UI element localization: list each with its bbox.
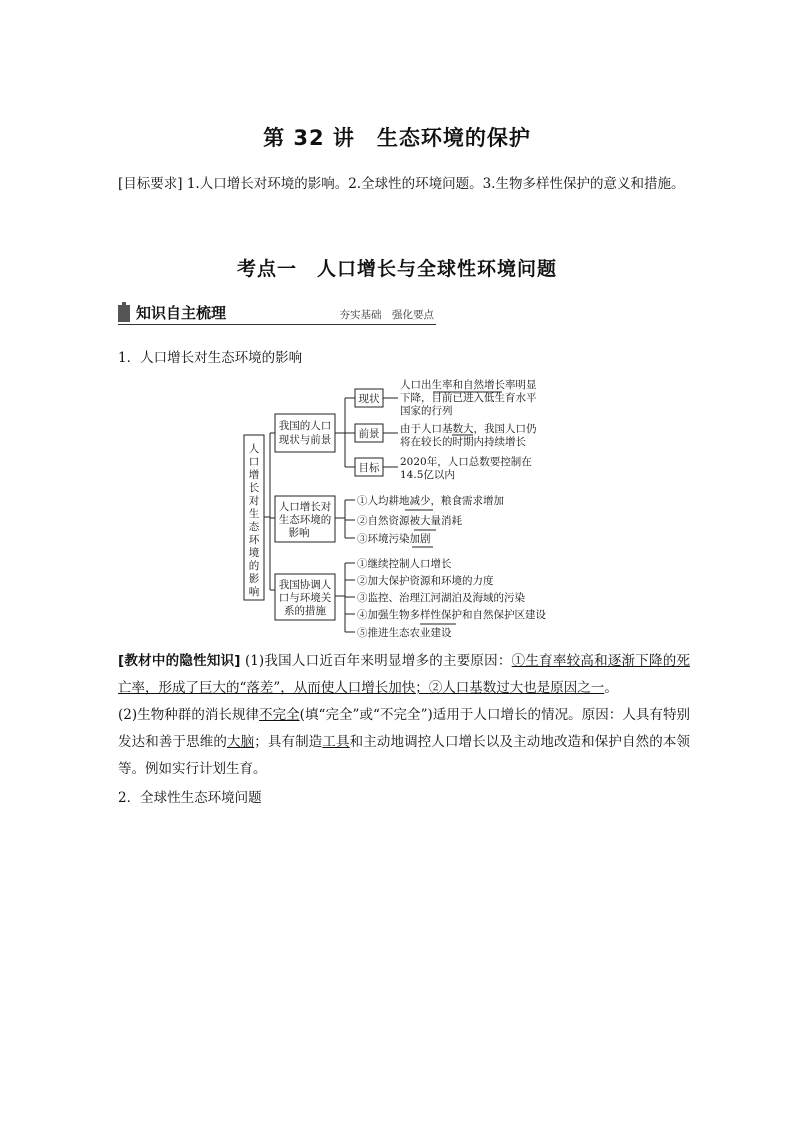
branch3-label: 系的措施	[284, 605, 326, 617]
branch3-item: ④加强生物多样性保护和自然保护区建设	[357, 609, 546, 621]
desc-goal-line: 14.5亿以内	[400, 469, 455, 481]
branch3-label: 口与环境关	[278, 592, 332, 604]
page-title: 第 32 讲 生态环境的保护	[263, 126, 531, 150]
root-char: 影	[248, 573, 260, 585]
branch2-item: ③环境污染加剧	[357, 533, 431, 545]
point-2-heading: 2．全球性生态环境问题	[118, 790, 262, 806]
branch1-label: 现状与前景	[278, 434, 332, 446]
root-char: 对	[248, 495, 260, 507]
tag-goal: 目标	[358, 462, 380, 474]
q2-text-3: 和主动地调控人口增长以及主动地改造和保护自然的本领等。例如实行计划生育。	[118, 734, 691, 777]
branch1-label: 我国的人口	[278, 420, 332, 432]
branch3-label: 我国协调人	[278, 579, 332, 591]
root-char: 增	[248, 469, 260, 481]
q2-prompt: (2)生物种群的消长规律	[118, 707, 260, 723]
branch2-label: 生态环境的	[278, 514, 332, 526]
section-bar-label: 知识自主梳理	[136, 304, 227, 322]
desc-now-line: 下降，目前已进入低生育水平	[400, 392, 537, 404]
branch3-item: ①继续控制人口增长	[357, 558, 452, 570]
tag-now: 现状	[358, 393, 380, 405]
branch3-item: ③监控、治理江河湖泊及海域的污染	[357, 592, 525, 604]
root-char: 响	[248, 586, 260, 598]
root-char: 的	[248, 560, 260, 572]
desc-goal-line: 2020年，人口总数要控制在	[400, 456, 532, 468]
root-char: 态	[248, 521, 260, 533]
q2-answer-1: 不完全	[259, 707, 300, 723]
root-char: 境	[248, 547, 260, 559]
desc-now-line: 国家的行列	[400, 405, 453, 417]
hidden-knowledge-head: [教材中的隐性知识]	[118, 653, 241, 669]
goal-tag: [目标要求]	[118, 176, 183, 192]
goal-text: 1.人口增长对环境的影响。2.全球性的环境问题。3.生物多样性保护的意义和措施。	[182, 176, 685, 192]
root-char: 生	[248, 508, 260, 520]
desc-now-line: 人口出生率和自然增长率明显	[400, 379, 537, 391]
branch2-item: ②自然资源被大量消耗	[357, 515, 462, 527]
branch3-item: ⑤推进生态农业建设	[357, 627, 452, 639]
q1-prompt: (1)我国人口近百年来明显增多的主要原因：	[240, 653, 512, 669]
desc-future-line: 将在较长的时期内持续增长	[400, 436, 526, 448]
root-char: 人	[248, 443, 260, 455]
q2-answer-3: 工具	[322, 734, 350, 750]
root-char: 环	[248, 534, 260, 546]
q2-answer-2: 大脑	[226, 734, 255, 750]
section-bar-sub: 夯实基础 强化要点	[339, 309, 434, 321]
root-char: 长	[248, 482, 260, 494]
desc-future-line: 由于人口基数大，我国人口仍	[400, 423, 537, 435]
q1-answer: ①生育率较高和逐渐下降的死亡率，形成了巨大的“落差”，从而使人口增长加快；②人口基数过大也是原因之一	[118, 653, 691, 696]
tag-future: 前景	[358, 428, 380, 440]
hidden-knowledge-paragraph	[118, 648, 690, 783]
root-char: 口	[248, 456, 260, 468]
section-heading: 考点一 人口增长与全球性环境问题	[236, 258, 557, 280]
q2-text-1: (填“完全”或“不完全”)适用于人口增长的情况。原因：人具有特别发达和善于思维的	[118, 707, 691, 750]
branch2-label: 影响	[288, 527, 310, 539]
point-1-heading: 1．人口增长对生态环境的影响	[118, 350, 303, 366]
root-label	[249, 442, 260, 598]
q1-end: 。	[604, 680, 618, 696]
branch2-label: 人口增长对	[278, 501, 332, 513]
branch2-item: ①人均耕地减少，粮食需求增加	[357, 495, 504, 507]
branch3-item: ②加大保护资源和环境的力度	[357, 575, 494, 587]
q2-text-2: ；具有制造	[254, 734, 323, 750]
